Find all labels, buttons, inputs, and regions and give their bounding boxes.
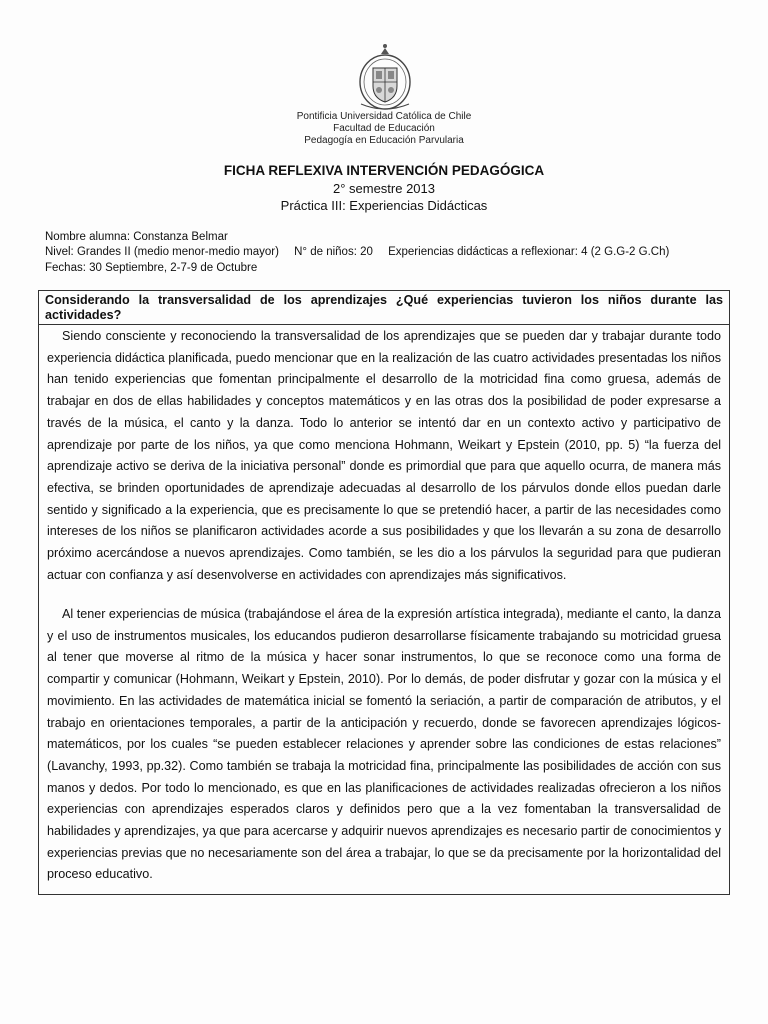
children-count: N° de niños: 20 (294, 246, 373, 258)
reflection-question: Considerando la transversalidad de los aprendizajes ¿Qué experiencias tuvieron los niños durante las actividades? (39, 291, 729, 325)
dates-label: Fechas: 30 Septiembre, 2-7-9 de Octubre (45, 262, 258, 274)
reflection-box (38, 290, 730, 895)
semester-label: 2° semestre 2013 (332, 181, 436, 196)
university-seal-icon (345, 42, 425, 112)
program-name: Pedagogía en Educación Parvularia (304, 135, 464, 146)
reflection-paragraph-1: Siendo consciente y reconociendo la transversalidad de los aprendizajes que se pueden dar y trabajar durante todo experiencia didáctica planificada, puedo mencionar que en la realización de las cuatro actividades presentadas los niños han tenido experiencias que fomentan principalmente el desarrollo de la motricidad fina como gruesa, además de trabajar en dos de ellas habilidades y conceptos matemáticos y en las otras dos la posibilidad de poder expresarse a través de la música, el canto y la danza. Todo lo anterior se intentó dar en un contexto activo y participativo de aprendizaje por parte de los niños, ya que como menciona Hohmann, Weikart y Epstein (2010, pp. 5) “la fuerza del aprendizaje activo se deriva de la iniciativa personal” donde es primordial que para que aquello ocurra, de manera más efectiva, se brinden oportunidades de aprendizaje adecuadas al desarrollo de los párvulos donde ellos puedan darle sentido y significado a la experiencia, que es precisamente lo que se pretendió hacer, a partir de las necesidades como intereses de los niños se planificaron actividades acorde a sus posibilidades y que los llevarán a su zona de desarrollo próximo acercándose a nuevos aprendizajes. Como también, se les dio a los párvulos la seguridad para que pudieran actuar con confianza y así desenvolverse en actividades con aprendizajes más significativos. (47, 329, 721, 582)
faculty-name: Facultad de Educación (333, 123, 435, 134)
document-title: FICHA REFLEXIVA INTERVENCIÓN PEDAGÓGICA (223, 163, 545, 178)
student-name: Nombre alumna: Constanza Belmar (45, 231, 228, 243)
reflection-paragraph-2: Al tener experiencias de música (trabajándose el área de la expresión artística integrada), mediante el canto, la danza y el uso de instrumentos musicales, los educandos pudieron desarrollarse físicamente trabajando su motricidad gruesa al tener que moverse al ritmo de la música y hacer sonar instrumentos, lo que se reconoce como una forma de compartir y comunicar (Hohmann, Weikart y Epstein, 2010). Por lo demás, de poder disfrutar y gozar con la música y el movimiento. En las actividades de matemática inicial se fomentó la seriación, a partir de comparación de atributos, y el trabajo en orientaciones temporales, a partir de la anticipación y recuerdo, donde se favorecen aprendizajes lógicos-matemáticos, por los cuales “se pueden establecer relaciones y aprender sobre las condiciones de estas relaciones” (Lavanchy, 1993, pp.32). Como también se trabaja la motricidad fina, principalmente las posibilidades de acción con sus manos y dedos. Por todo lo mencionado, es que en las planificaciones de actividades realizadas ofrecieron a los niños experiencias con aprendizajes esperados claros y definidos pero que a la vez fomentaban la transversalidad de habilidades y aprendizajes, ya que para acercarse y adquirir nuevos aprendizajes es necesario partir de conocimientos y experiencias previas que no necesariamente son del área a trabajar, lo que se da precisamente por la horizontalidad del proceso educativo. (47, 607, 721, 882)
info-row (45, 246, 681, 258)
experiences-label: Experiencias didácticas a reflexionar: 4 (2 G.G-2 G.Ch) (388, 246, 670, 258)
level-label: Nivel: Grandes II (medio menor-medio mayor) (45, 246, 279, 258)
practice-label: Práctica III: Experiencias Didácticas (280, 198, 488, 213)
university-name: Pontificia Universidad Católica de Chile (296, 111, 472, 122)
